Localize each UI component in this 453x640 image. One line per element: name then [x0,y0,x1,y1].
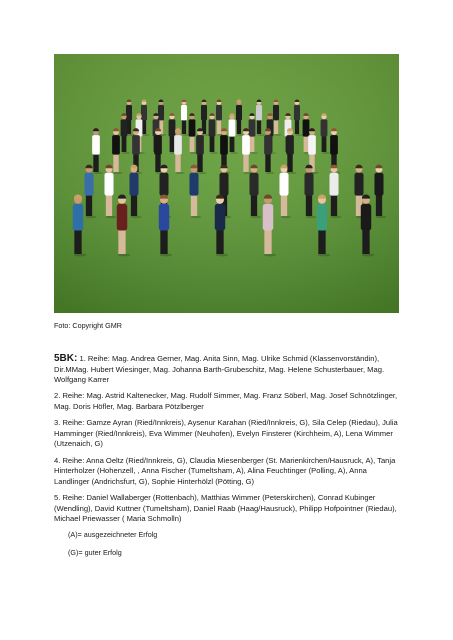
row-2-paragraph: 2. Reihe: Mag. Astrid Kaltenecker, Mag. Rudolf Simmer, Mag. Franz Söberl, Mag. Josef Schnötzlinger, Mag. Doris Höfler, Mag. Barbara Pötzlberger [54,391,398,411]
class-label: 5BK: [54,353,78,364]
photo-caption: Foto: Copyright GMR [54,321,122,330]
legend-good: (G)= guter Erfolg [68,547,122,557]
row-1-text: 1. Reihe: Mag. Andrea Gerner, Mag. Anita Sinn, Mag. Ulrike Schmid (Klassenvorständin), Dir.MMag. Hubert Wiesinger, Mag. Johanna Barth-Grubeschitz, Mag. Helene Schusterbauer, Mag. Wolfgang Karrer [54,354,385,385]
grade-legend [54,530,399,558]
article-body [54,354,399,565]
row-1-paragraph [54,354,399,386]
legend-excellent: (A)= ausgezeichneter Erfolg [68,530,158,540]
row-3-paragraph: 3. Reihe: Gamze Ayran (Ried/Innkreis), Aysenur Karahan (Ried/Innkreis, G), Sila Celep (Riedau), Julia Hamminger (Ried/Innkreis), Eva Wimmer (Neuhofen), Evelyn Finsterer (Kirchheim, A), Lena Wimmer (Utzenaich, G) [54,418,398,449]
group-photo [54,54,399,313]
row-4-paragraph: 4. Reihe: Anna Oeltz (Ried/Innkreis, G), Claudia Miesenberger (St. Marienkirchen/Hausruck, A), Tanja Hinterholzer (Hohenzell, , Anna Fischer (Tumeltsham, A), Alina Feuchtinger (Polling, A), Anna Landlinger (Andrichsfurt, G), Sophie Hinterhölzl (Pötting, G) [54,455,396,486]
row-5-paragraph: 5. Reihe: Daniel Wallaberger (Rottenbach), Matthias Wimmer (Peterskirchen), Conrad Kubinger (Wendling), David Kuttner (Tumeltsham), Daniel Raab (Haag/Hausruck), Philipp Hofpointner (Riedau), Michael Priewasser ( Maria Schmolln) [54,492,397,524]
group-photo-illustration [54,54,399,313]
